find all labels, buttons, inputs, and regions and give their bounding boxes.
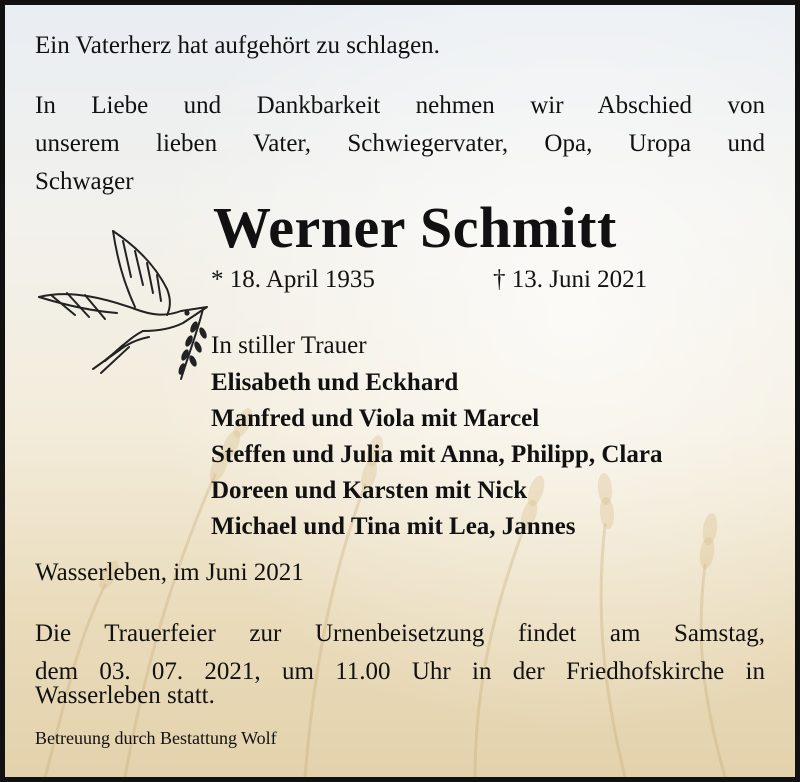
intro-line: In Liebe und Dankbarkeit nehmen wir Abschied von xyxy=(35,92,765,119)
birth-date: * 18. April 1935 xyxy=(211,266,375,293)
ceremony-line: Die Trauerfeier zur Urnenbeisetzung findet am Samstag, xyxy=(35,620,765,647)
family-member: Steffen und Julia mit Anna, Philipp, Clara xyxy=(211,441,663,468)
family-list xyxy=(211,365,662,545)
intro-last-line: Schwager xyxy=(35,168,134,195)
opening-line: Ein Vaterherz hat aufgehört zu schlagen. xyxy=(35,32,440,59)
dove-icon xyxy=(31,223,213,388)
intro-text xyxy=(35,87,765,163)
mourning-heading: In stiller Trauer xyxy=(211,332,367,359)
death-date: † 13. Juni 2021 xyxy=(493,266,648,293)
deceased-name: Werner Schmitt xyxy=(213,195,617,260)
undertaker-credit: Betreuung durch Bestattung Wolf xyxy=(35,728,277,748)
ceremony-last-line: Wasserleben statt. xyxy=(35,682,215,709)
family-member: Elisabeth und Eckhard xyxy=(211,369,459,396)
family-member: Doreen und Karsten mit Nick xyxy=(211,477,528,504)
place-date: Wasserleben, im Juni 2021 xyxy=(35,559,304,586)
family-member: Manfred und Viola mit Marcel xyxy=(211,405,540,432)
ceremony-line: dem 03. 07. 2021, um 11.00 Uhr in der Friedhofskirche in xyxy=(35,658,765,685)
intro-line: unserem lieben Vater, Schwiegervater, Opa, Uropa und xyxy=(35,130,765,157)
family-member: Michael und Tina mit Lea, Jannes xyxy=(211,513,576,540)
